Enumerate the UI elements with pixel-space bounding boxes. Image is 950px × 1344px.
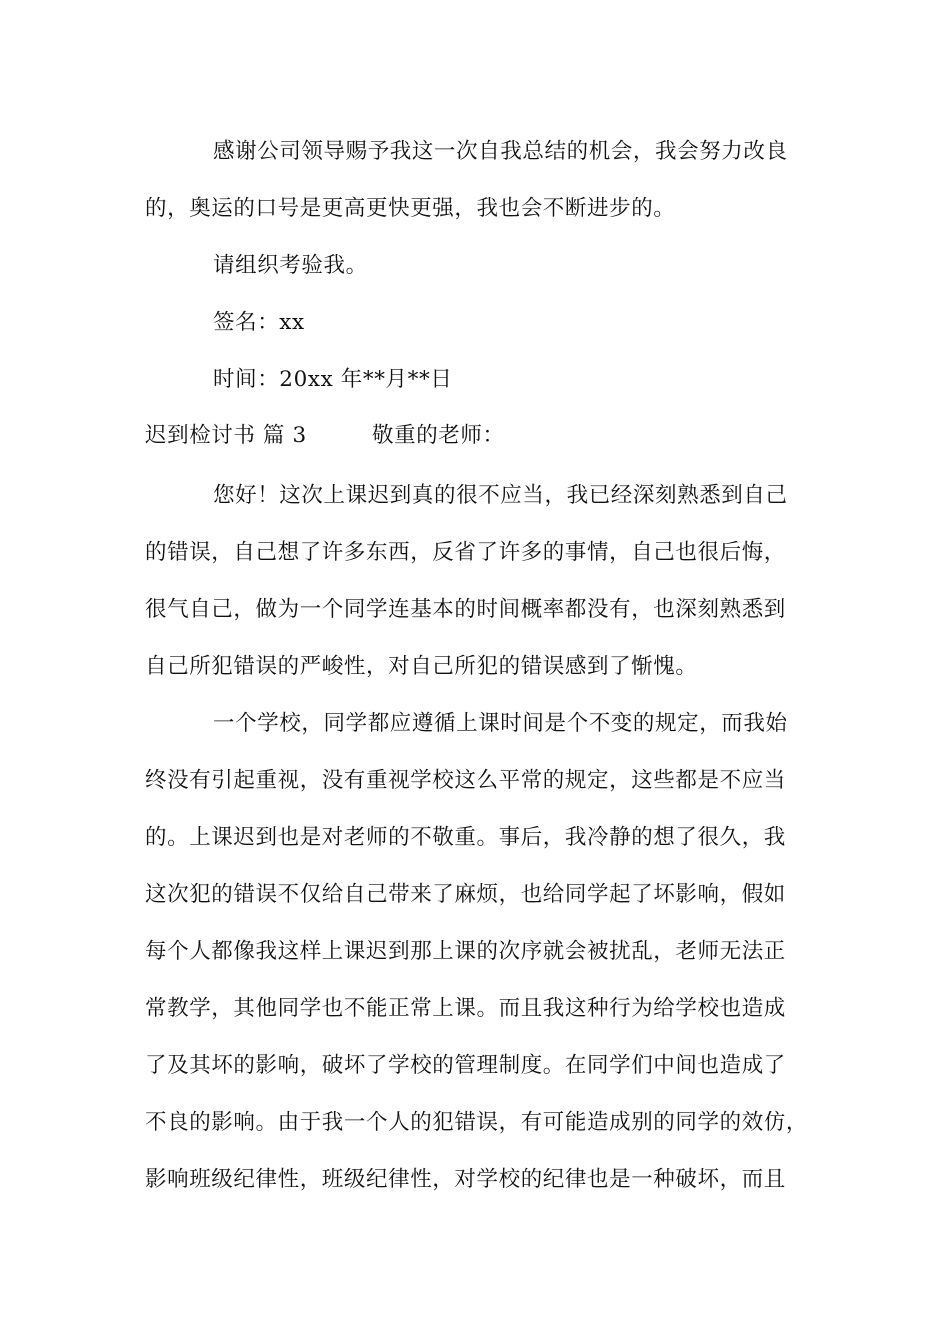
paragraph2-line-6: 常教学，其他同学也不能正常上课。而且我这种行为给学校也造成: [145, 996, 786, 1021]
signature-line: 签名：xx: [213, 310, 305, 335]
intro-line-2: 的，奥运的口号是更高更快更强，我也会不断进步的。: [145, 196, 676, 221]
paragraph2-line-9: 影响班级纪律性，班级纪律性，对学校的纪律也是一种破坏，而且: [145, 1167, 786, 1192]
paragraph2-line-1: 一个学校，同学都应遵循上课时间是个不变的规定，而我始: [213, 711, 788, 736]
paragraph2-line-3: 的。上课迟到也是对老师的不敬重。事后，我冷静的想了很久，我: [145, 825, 786, 850]
paragraph2-line-5: 每个人都像我这样上课迟到那上课的次序就会被扰乱，老师无法正: [145, 939, 786, 964]
salutation: 敬重的老师：: [372, 423, 505, 448]
paragraph1-line-3: 很气自己，做为一个同学连基本的时间概率都没有，也深刻熟悉到: [145, 597, 786, 622]
paragraph2-line-8: 不良的影响。由于我一个人的犯错误，有可能造成别的同学的效仿，: [145, 1110, 809, 1135]
date-line: 时间：20xx 年**月**日: [213, 367, 453, 392]
request-line: 请组织考验我。: [213, 253, 368, 278]
paragraph1-line-1: 您好！这次上课迟到真的很不应当，我已经深刻熟悉到自己: [213, 483, 788, 508]
paragraph2-line-7: 了及其坏的影响，破坏了学校的管理制度。在同学们中间也造成了: [145, 1053, 786, 1078]
paragraph2-line-4: 这次犯的错误不仅给自己带来了麻烦，也给同学起了坏影响，假如: [145, 882, 786, 907]
section-title: 迟到检讨书 篇 3: [145, 423, 307, 448]
paragraph1-line-2: 的错误，自己想了许多东西，反省了许多的事情，自己也很后悔，: [145, 540, 786, 565]
paragraph1-line-4: 自己所犯错误的严峻性，对自己所犯的错误感到了惭愧。: [145, 654, 698, 679]
intro-line-1: 感谢公司领导赐予我这一次自我总结的机会，我会努力改良: [213, 139, 788, 164]
paragraph2-line-2: 终没有引起重视，没有重视学校这么平常的规定，这些都是不应当: [145, 768, 786, 793]
